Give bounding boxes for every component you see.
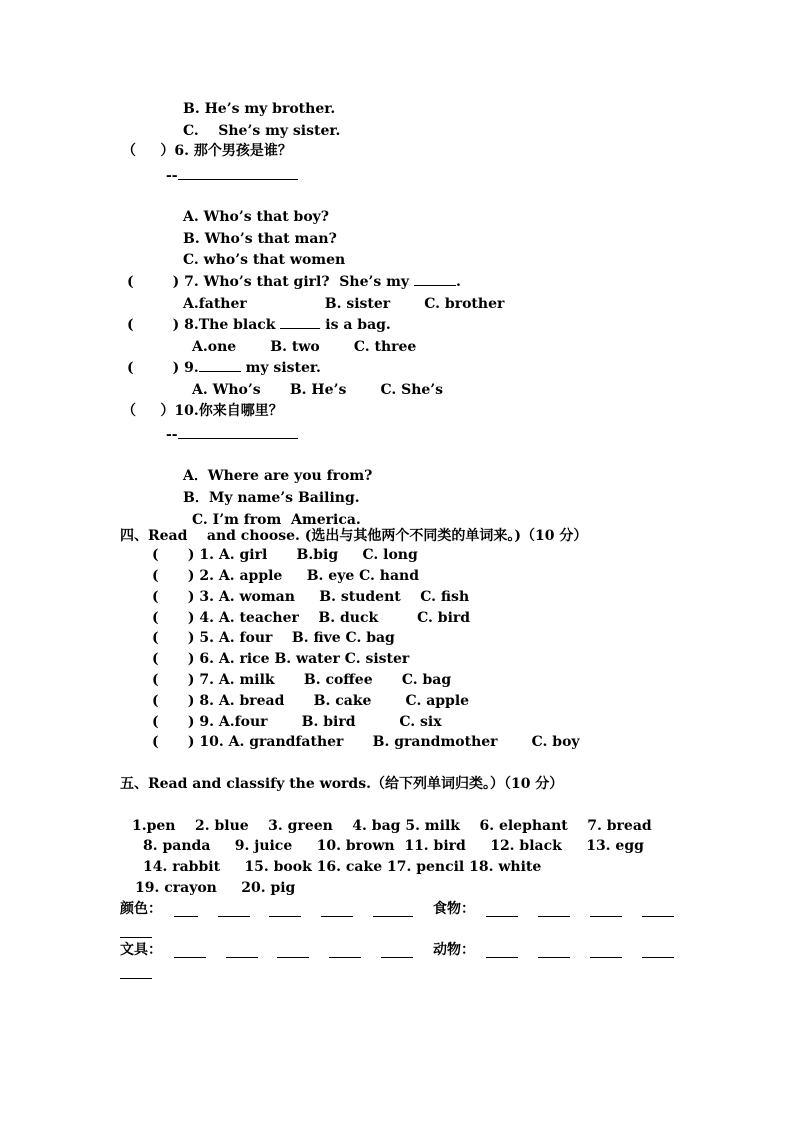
food-blank-1[interactable] (486, 903, 518, 917)
stationery-blank-2[interactable] (226, 944, 258, 958)
colors-blank-3[interactable] (269, 903, 301, 917)
part5-words-row-2: 8. panda 9. juice 10. brown 11. bird 12. black 13. egg (143, 838, 644, 854)
animals-blank-1[interactable] (486, 944, 518, 958)
q8-options: A.one B. two C. three (192, 339, 417, 355)
q7-stem-end: . (455, 274, 461, 290)
colors-blank-2[interactable] (218, 903, 250, 917)
animals-blank-4[interactable] (642, 944, 674, 958)
q9-stem-a: ( ) 9. (127, 360, 199, 376)
colors-blank-1[interactable] (174, 903, 198, 917)
q6-answer-line (166, 166, 298, 185)
part4-item-3: ( ) 3. A. woman B. student C. fish (152, 589, 470, 605)
q6-option-a: A. Who’s that boy? (183, 209, 330, 225)
q10-answer-line (166, 425, 298, 444)
q10-option-a: A．Where are you from? (183, 468, 373, 484)
food-blank-2[interactable] (538, 903, 570, 917)
q9-stem (127, 358, 321, 377)
stationery-blank-1[interactable] (174, 944, 206, 958)
food-blank-5[interactable] (120, 924, 152, 938)
q9-options: A. Who’s B. He’s C. She’s (192, 382, 444, 398)
part4-item-4: ( ) 4. A. teacher B. duck C. bird (152, 610, 471, 626)
animals-blank-5[interactable] (120, 965, 152, 979)
animals-blank-3[interactable] (590, 944, 622, 958)
q8-blank[interactable] (280, 315, 320, 329)
animals-label: 动物： (433, 942, 475, 958)
q10-stem: （ ）10.你来自哪里？ (122, 403, 283, 419)
food-blank-4[interactable] (642, 903, 674, 917)
q8-stem-a: ( ) 8.The black (127, 317, 281, 333)
q8-stem-b: is a bag. (320, 317, 391, 333)
q9-stem-b: my sister. (240, 360, 321, 376)
food-blank-3[interactable] (590, 903, 622, 917)
stationery-label: 文具： (120, 942, 162, 958)
q7-stem (127, 272, 461, 291)
part4-item-9: ( ) 9. A.four B. bird C. six (152, 714, 442, 730)
stationery-blank-3[interactable] (277, 944, 309, 958)
part4-item-1: ( ) 1. A. girl B.big C. long (152, 547, 418, 563)
q8-stem (127, 315, 391, 334)
q7-blank[interactable] (414, 272, 456, 286)
part4-item-8: ( ) 8. A. bread B. cake C. apple (152, 693, 470, 709)
colors-blank-4[interactable] (321, 903, 353, 917)
q7-stem-text: ( ) 7. Who’s that girl? She’s my (127, 274, 414, 290)
q5-option-c: C. She’s my sister. (183, 123, 341, 139)
part4-item-10: ( ) 10. A. grandfather B. grandmother C. boy (152, 734, 580, 750)
q6-answer-prefix: -- (166, 168, 178, 184)
stationery-blank-4[interactable] (329, 944, 361, 958)
colors-label: 颜色： (120, 901, 162, 917)
stationery-blank-5[interactable] (381, 944, 413, 958)
part4-item-2: ( ) 2. A. apple B. eye C. hand (152, 568, 419, 584)
part5-words-row-1: 1.pen 2. blue 3. green 4. bag 5. milk 6. elephant 7. bread (132, 818, 652, 834)
q6-answer-blank[interactable] (178, 166, 298, 180)
part5-words-row-3: 14. rabbit 15. book 16. cake 17. pencil 18. white (143, 859, 542, 875)
q7-options: A.father B. sister C. brother (183, 296, 505, 312)
q6-stem: （ ）6. 那个男孩是谁？ (122, 143, 292, 159)
food-label: 食物： (433, 901, 475, 917)
part4-item-5: ( ) 5. A. four B. five C. bag (152, 630, 395, 646)
part4-title: 四、Read and choose. (选出与其他两个不同类的单词来。)（10 分） (120, 528, 588, 544)
q6-option-c: C. who’s that women (183, 252, 346, 268)
colors-blank-5[interactable] (373, 903, 413, 917)
q9-blank[interactable] (199, 358, 241, 372)
animals-blank-2[interactable] (538, 944, 570, 958)
q10-option-b: B．My name’s Bailing. (183, 490, 360, 506)
q10-option-c: C. I’m from America. (192, 512, 361, 528)
q10-answer-prefix: -- (166, 427, 178, 443)
part5-title: 五、Read and classify the words.（给下列单词归类。）（10 分） (120, 776, 564, 792)
q6-option-b: B. Who’s that man? (183, 231, 337, 247)
part4-item-7: ( ) 7. A. milk B. coffee C. bag (152, 672, 452, 688)
part5-words-row-4: 19. crayon 20. pig (135, 880, 296, 896)
q5-option-b: B. He’s my brother. (183, 101, 336, 117)
q10-answer-blank[interactable] (178, 425, 298, 439)
part4-item-6: ( ) 6. A. rice B. water C. sister (152, 651, 410, 667)
